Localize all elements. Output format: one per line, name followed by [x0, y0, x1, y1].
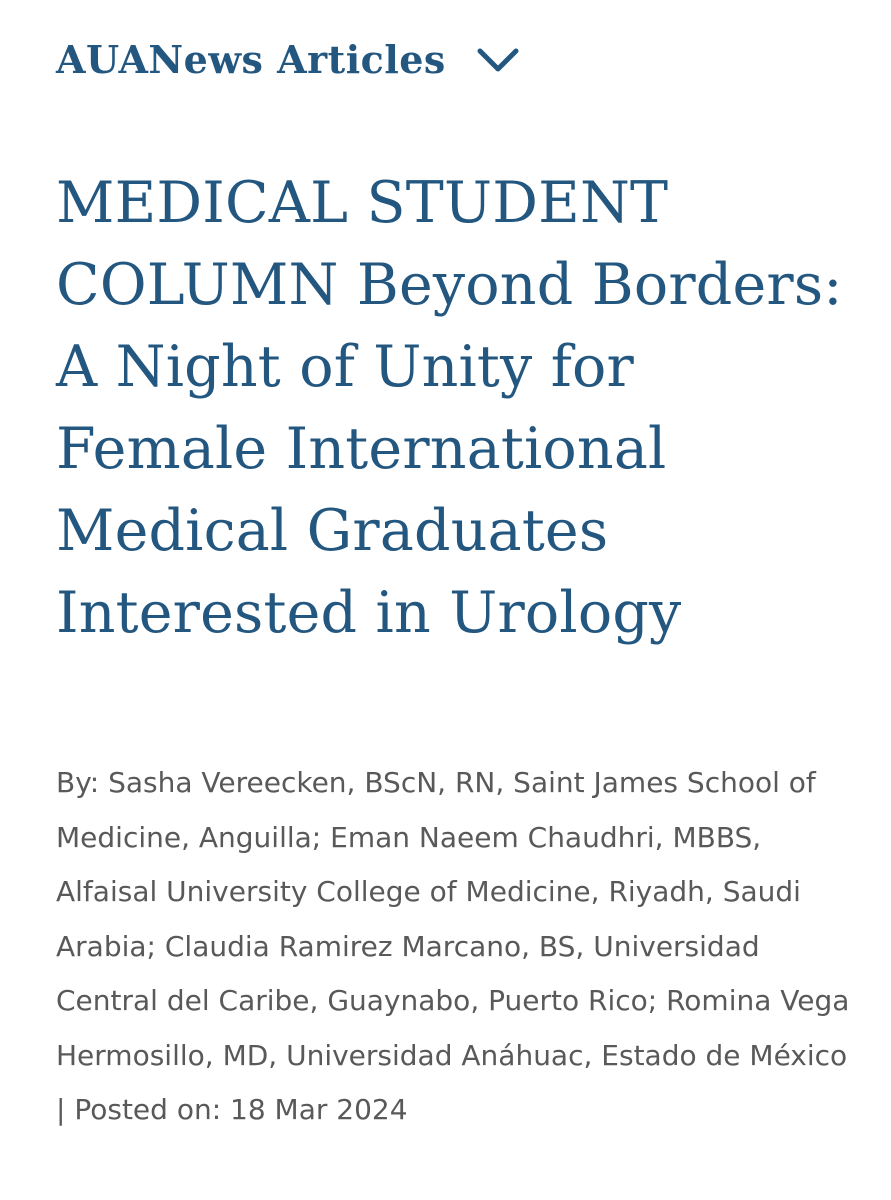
- section-dropdown-label: AUANews Articles: [56, 37, 446, 82]
- chevron-down-icon: [476, 47, 520, 73]
- article-title: MEDICAL STUDENT COLUMN Beyond Borders: A Night of Unity for Female International Medical Graduates Interested in Urology: [56, 170, 843, 646]
- article-byline: By: Sasha Vereecken, BScN, RN, Saint James School of Medicine, Anguilla; Eman Naeem Chaudhri, MBBS, Alfaisal University College of Medicine, Riyadh, Saudi Arabia; Claudia Ramirez Marcano, BS, Universidad Central del Caribe, Guaynabo, Puerto Rico; Romina Vega Hermosillo, MD, Universidad Anáhuac, Estado de México | Posted on: 18 Mar 2024: [56, 766, 850, 1126]
- section-dropdown[interactable]: [56, 36, 520, 84]
